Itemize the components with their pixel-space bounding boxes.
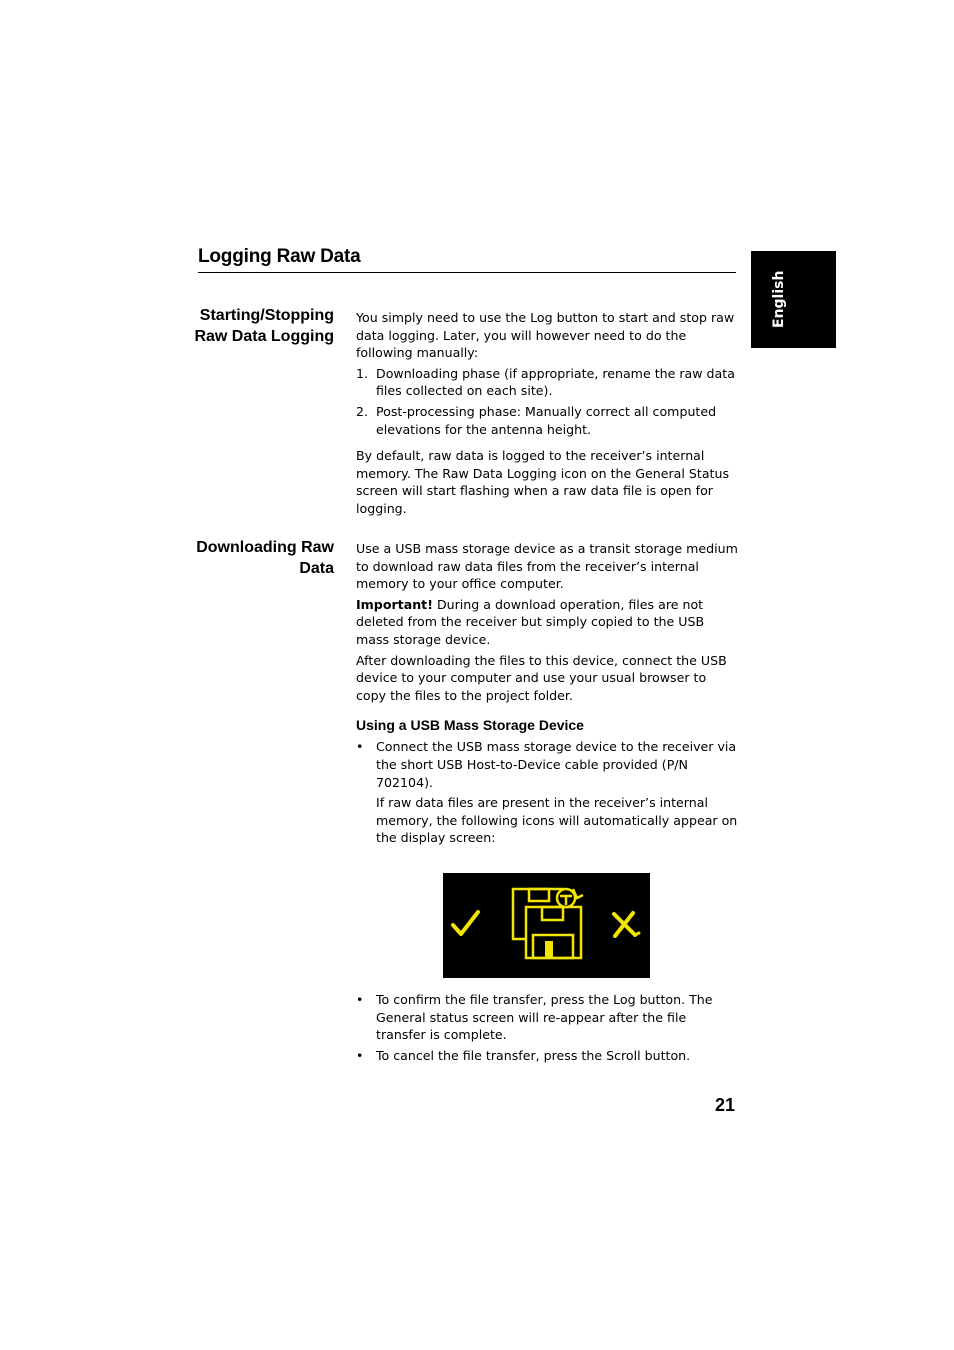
display-icons: [443, 873, 650, 978]
bullet-marker: •: [356, 992, 364, 1007]
important-label: Important!: [356, 596, 433, 612]
list-number: 2.: [356, 403, 369, 419]
list-item: [356, 1047, 738, 1065]
list-item: [356, 991, 738, 1044]
section-heading-downloading: [184, 538, 334, 579]
list-item-text: Connect the USB mass storage device to the receiver via the short USB Host-to-Device cable provided (P/N 702104).: [376, 739, 737, 790]
intro-paragraph: Use a USB mass storage device as a transit storage medium to download raw data files from the receiver’s internal memory to your office computer.: [356, 541, 738, 592]
bullet-marker: •: [356, 1047, 364, 1063]
important-paragraph: [356, 596, 738, 649]
list-item-continuation: If raw data files are present in the receiver’s internal memory, the following icons will automatically appear on the display screen:: [376, 795, 738, 846]
after-download-paragraph: After downloading the files to this device, connect the USB device to your computer and use your usual browser to copy the files to the project folder.: [356, 652, 727, 703]
list-item-text: To cancel the file transfer, press the Scroll button.: [376, 1047, 691, 1063]
section-heading-line: Raw Data Logging: [194, 327, 334, 345]
default-note-paragraph: By default, raw data is logged to the receiver’s internal memory. The Raw Data Logging icon on the General Status screen will start flashing when a raw data file is open for logging.: [356, 448, 730, 516]
language-tab-label: English: [771, 270, 787, 328]
subheading-usb-device: Using a USB Mass Storage Device: [356, 717, 584, 734]
section-body-after-display: [356, 991, 738, 1064]
section-heading-starting-stopping: [184, 306, 334, 347]
check-icon: [453, 912, 478, 934]
section-body-starting-stopping: [356, 309, 738, 518]
list-item-text: Post-processing phase: Manually correct all computed elevations for the antenna height.: [376, 403, 717, 437]
section-heading-line: Downloading Raw: [196, 539, 334, 556]
title-divider: [198, 272, 736, 273]
language-tab: [751, 251, 836, 348]
section-heading-line: Starting/Stopping: [199, 307, 334, 324]
section-body-downloading: [356, 540, 738, 847]
list-item: [356, 403, 738, 438]
page-title: Logging Raw Data: [198, 246, 361, 267]
list-number: 1.: [356, 365, 369, 381]
list-item-text: Downloading phase (if appropriate, rename the raw data files collected on each site).: [376, 365, 735, 399]
list-item-text: To confirm the file transfer, press the Log button. The General status screen will re-appear after the file transfer is complete.: [376, 992, 713, 1043]
floppy-transfer-icon: [513, 889, 583, 958]
cancel-x-icon: [614, 913, 639, 936]
list-item: [356, 365, 738, 400]
important-text: During a download operation, files are not deleted from the receiver but simply copied to the USB mass storage device.: [356, 596, 705, 647]
receiver-display-screen: [443, 873, 650, 978]
list-item: [356, 738, 738, 847]
bullet-marker: •: [356, 739, 364, 755]
intro-paragraph: You simply need to use the Log button to start and stop raw data logging. Later, you will however need to do the following manually:: [356, 310, 735, 361]
page-number: 21: [714, 1095, 735, 1115]
section-heading-line: Data: [299, 559, 334, 577]
